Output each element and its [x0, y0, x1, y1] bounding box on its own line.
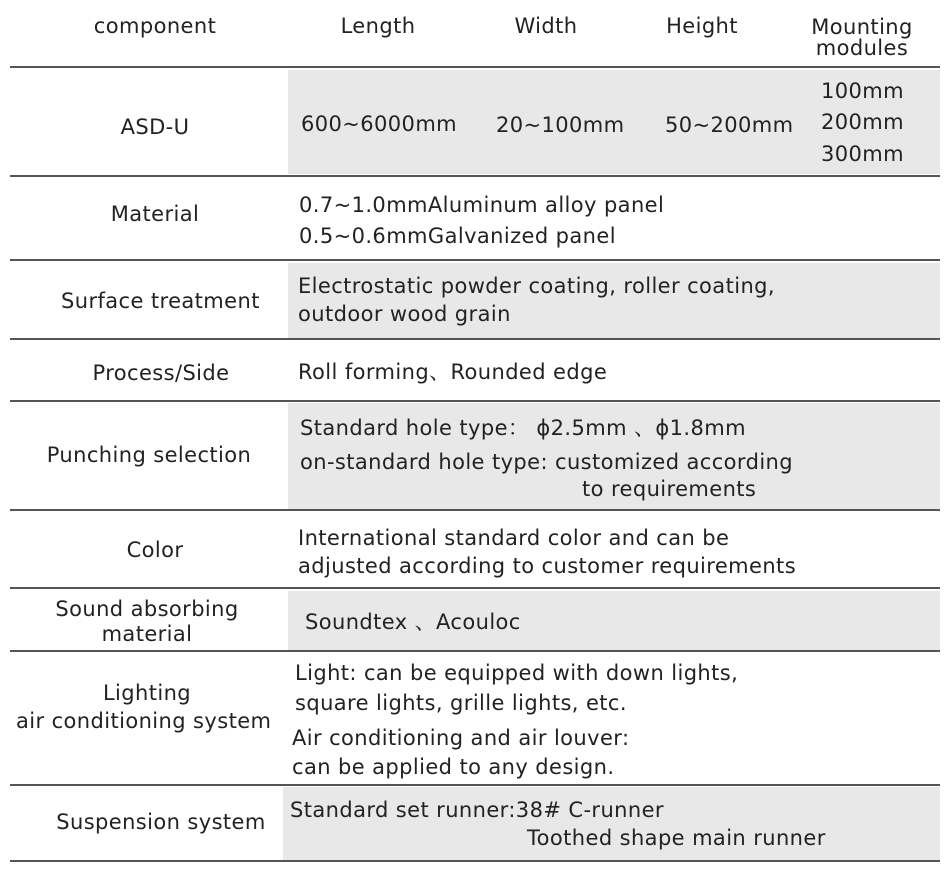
- punching-line: Standard hole type： ϕ2.5mm 、ϕ1.8mm: [300, 416, 746, 440]
- row-label-lighting: Lighting: [102, 681, 192, 705]
- row-divider: [10, 587, 940, 589]
- lighting-line: Air conditioning and air louver:: [292, 726, 630, 750]
- row-divider: [10, 784, 940, 786]
- color-line: International standard color and can be: [298, 526, 730, 550]
- row-label-punching: Punching selection: [46, 443, 252, 467]
- surface-line: outdoor wood grain: [298, 302, 511, 326]
- row-label-color: Color: [126, 538, 184, 562]
- lighting-line: can be applied to any design.: [292, 755, 615, 779]
- asdu-width: 20~100mm: [496, 113, 625, 137]
- surface-line: Electrostatic powder coating, roller coating,: [298, 274, 775, 298]
- row-divider: [10, 175, 940, 177]
- header-component: component: [93, 14, 217, 38]
- row-label-surface: Surface treatment: [61, 289, 260, 313]
- header-modules: modules: [815, 36, 909, 60]
- sound-line: Soundtex 、Acouloc: [305, 610, 521, 634]
- row-label-sound: Sound absorbing: [55, 597, 239, 621]
- row-divider: [10, 259, 940, 261]
- row-label-material: Material: [110, 202, 200, 226]
- row-label-suspension: Suspension system: [56, 810, 266, 834]
- punching-line: on-standard hole type: customized according: [300, 450, 794, 474]
- color-line: adjusted according to customer requirements: [298, 554, 797, 578]
- row-label-lighting-2: air conditioning system: [16, 709, 272, 733]
- header-width: Width: [514, 14, 578, 38]
- asdu-module: 200mm: [821, 110, 904, 134]
- row-divider: [10, 338, 940, 340]
- row-divider: [10, 400, 940, 402]
- lighting-line: square lights, grille lights, etc.: [295, 691, 627, 715]
- asdu-height: 50~200mm: [665, 113, 794, 137]
- material-line: 0.7~1.0mmAluminum alloy panel: [299, 193, 665, 217]
- header-mounting: Mounting: [811, 15, 913, 39]
- row-divider: [10, 650, 940, 652]
- row-label-sound-2: material: [101, 622, 193, 646]
- asdu-module: 100mm: [821, 79, 904, 103]
- row-divider: [10, 509, 940, 511]
- row-label-asdu: ASD-U: [120, 115, 190, 139]
- process-line: Roll forming、Rounded edge: [298, 360, 608, 384]
- header-height: Height: [666, 14, 738, 38]
- suspension-line: Toothed shape main runner: [527, 826, 826, 850]
- asdu-length: 600~6000mm: [301, 112, 458, 136]
- row-divider: [10, 66, 940, 68]
- material-line: 0.5~0.6mmGalvanized panel: [299, 224, 616, 248]
- lighting-line: Light: can be equipped with down lights,: [295, 661, 739, 685]
- header-length: Length: [340, 14, 416, 38]
- row-divider: [10, 860, 940, 862]
- row-label-process: Process/Side: [92, 361, 230, 385]
- suspension-line: Standard set runner:38# C-runner: [290, 798, 664, 822]
- punching-line: to requirements: [582, 477, 757, 501]
- asdu-module: 300mm: [821, 142, 904, 166]
